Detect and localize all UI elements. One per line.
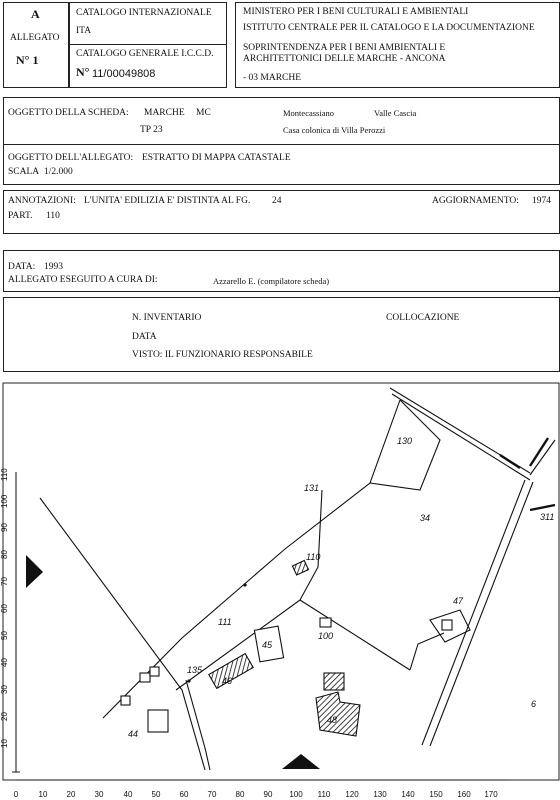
parcel-47: 47	[453, 596, 464, 606]
x-tick-60: 60	[179, 790, 189, 799]
map-frame	[3, 383, 559, 780]
sopr-line-3: - 03 MARCHE	[243, 73, 302, 83]
annotazioni-value: L'UNITA' EDILIZIA E' DISTINTA AL FG.	[84, 196, 251, 206]
building-45b	[324, 673, 344, 690]
data-value: 1993	[44, 262, 63, 272]
parcel-111: 111	[218, 617, 232, 627]
x-tick-30: 30	[94, 790, 104, 799]
y-tick-80: 80	[0, 550, 9, 559]
parcel-131: 131	[304, 483, 320, 493]
cat-gen-label: CATALOGO GENERALE I.C.C.D.	[76, 49, 214, 59]
parcel-46: 46	[222, 676, 233, 686]
mark-dot-2	[187, 679, 190, 682]
y-tick-70: 70	[0, 577, 9, 586]
cat-gen-value: 11/00049808	[92, 68, 156, 80]
oggetto-code: TP 23	[140, 125, 163, 135]
oggetto-localita: Valle Cascia	[374, 108, 417, 118]
parcel-311: 311	[540, 512, 555, 522]
y-tick-90: 90	[0, 523, 9, 532]
parcel-100: 100	[318, 631, 334, 641]
x-tick-130: 130	[373, 790, 387, 799]
y-tick-60: 60	[0, 604, 9, 613]
inventario-data-label: DATA	[132, 332, 157, 342]
sopr-line-2: ARCHITETTONICI DELLE MARCHE - ANCONA	[243, 54, 446, 64]
sopr-line-1: SOPRINTENDENZA PER I BENI AMBIENTALI E	[243, 43, 446, 53]
cadastral-map	[0, 380, 560, 800]
part-label: PART.	[8, 211, 33, 221]
mark-dot-1	[243, 583, 246, 586]
oggetto-comune: Montecassiano	[283, 108, 334, 118]
aggiornamento-label: AGGIORNAMENTO:	[432, 196, 519, 206]
oggetto-allegato-label: OGGETTO DELL'ALLEGATO:	[8, 153, 134, 163]
x-tick-160: 160	[457, 790, 471, 799]
visto-label: VISTO: IL FUNZIONARIO RESPONSABILE	[132, 350, 313, 360]
aggiornamento-value: 1974	[532, 196, 551, 206]
part-value: 110	[46, 211, 60, 221]
x-tick-70: 70	[207, 790, 217, 799]
cat-int-label: CATALOGO INTERNAZIONALE	[76, 8, 212, 18]
parcel-135: 135	[187, 665, 203, 675]
oggetto-divider	[4, 144, 559, 145]
building-135a	[140, 673, 150, 682]
oggetto-description: Casa colonica di Villa Perozzi	[283, 125, 386, 135]
x-tick-10: 10	[38, 790, 48, 799]
inventario-box	[3, 297, 560, 372]
inventario-n-label: N. INVENTARIO	[132, 313, 202, 323]
parcel-45: 45	[262, 640, 273, 650]
oggetto-region: MARCHE	[144, 108, 185, 118]
cura-value: Azzarello E. (compilatore scheda)	[213, 276, 330, 286]
building-135b	[150, 667, 159, 676]
building-47	[442, 620, 452, 630]
x-tick-20: 20	[66, 790, 76, 799]
x-tick-0: 0	[13, 790, 19, 799]
oggetto-province: MC	[196, 108, 211, 118]
y-tick-50: 50	[0, 631, 9, 640]
x-tick-170: 170	[484, 790, 498, 799]
oggetto-scheda-label: OGGETTO DELLA SCHEDA:	[8, 108, 129, 118]
parcel-44: 44	[128, 729, 139, 739]
parcel-6: 6	[531, 699, 537, 709]
allegato-box	[3, 2, 69, 88]
x-tick-100: 100	[289, 790, 303, 799]
catalogo-box	[69, 2, 227, 88]
x-tick-140: 140	[401, 790, 415, 799]
y-tick-10: 10	[0, 739, 9, 748]
x-tick-80: 80	[235, 790, 245, 799]
y-tick-110: 110	[0, 468, 9, 481]
ministry-box	[235, 2, 560, 88]
ministry-line-2: ISTITUTO CENTRALE PER IL CATALOGO E LA DOCUMENTAZIONE	[243, 23, 535, 33]
x-tick-110: 110	[317, 790, 331, 799]
y-tick-30: 30	[0, 685, 9, 694]
catalogo-divider	[70, 44, 226, 45]
y-tick-100: 100	[0, 494, 9, 508]
building-44	[148, 710, 168, 732]
parcel-130: 130	[397, 436, 413, 446]
annotazioni-foglio: 24	[272, 196, 282, 206]
collocazione-label: COLLOCAZIONE	[386, 313, 460, 323]
building-small-left	[121, 696, 130, 705]
building-100	[320, 618, 331, 627]
x-tick-120: 120	[345, 790, 359, 799]
cat-gen-n: N°	[76, 65, 90, 79]
data-label: DATA:	[8, 262, 36, 272]
parcel-110: 110	[306, 552, 321, 562]
oggetto-box	[3, 97, 560, 185]
annotazioni-box	[3, 190, 560, 234]
y-tick-40: 40	[0, 658, 9, 667]
x-tick-90: 90	[263, 790, 273, 799]
allegato-number: N° 1	[16, 53, 39, 67]
x-tick-labels	[14, 790, 498, 799]
annotazioni-label: ANNOTAZIONI:	[8, 196, 76, 206]
allegato-letter: A	[31, 7, 40, 21]
x-tick-40: 40	[123, 790, 133, 799]
scala-value: 1/2.000	[44, 167, 73, 177]
data-box	[3, 250, 560, 292]
parcel-34: 34	[420, 513, 431, 523]
cura-label: ALLEGATO ESEGUITO A CURA DI:	[8, 275, 158, 285]
y-tick-20: 20	[0, 712, 9, 721]
oggetto-allegato-value: ESTRATTO DI MAPPA CATASTALE	[142, 153, 291, 163]
ministry-line-1: MINISTERO PER I BENI CULTURALI E AMBIENTALI	[243, 7, 469, 17]
x-tick-150: 150	[429, 790, 443, 799]
x-tick-50: 50	[151, 790, 161, 799]
allegato-word: ALLEGATO	[10, 33, 60, 43]
cat-int-value: ITA	[76, 26, 92, 36]
scala-label: SCALA	[8, 167, 40, 177]
parcel-48: 48	[327, 715, 338, 725]
